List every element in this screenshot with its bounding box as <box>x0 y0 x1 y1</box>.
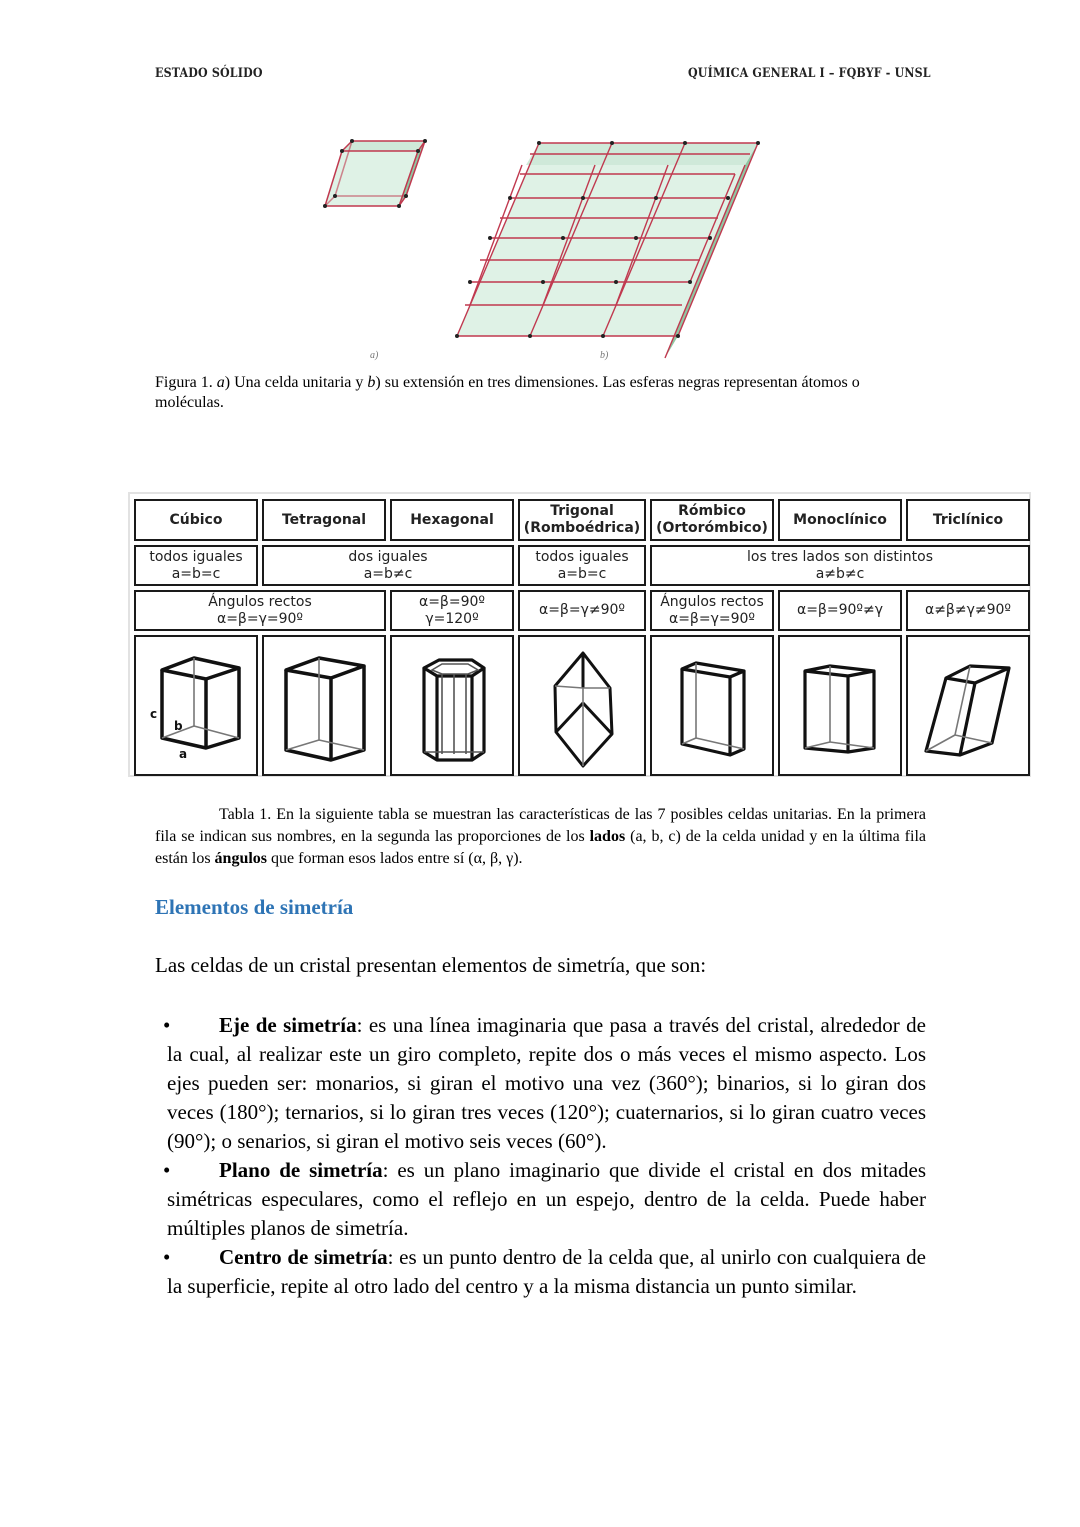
shape-cell <box>518 635 646 776</box>
monoclinic-cell-icon <box>780 638 900 773</box>
header-triclinic: Triclínico <box>906 499 1030 541</box>
sides-cell: dos iguales a=b≠c <box>262 545 514 586</box>
shape-cell <box>906 635 1030 776</box>
lattice-extension <box>455 141 760 358</box>
header-trigonal: Trigonal (Romboédrica) <box>518 499 646 541</box>
shape-cell <box>778 635 902 776</box>
sides-cell: todos iguales a=b=c <box>134 545 258 586</box>
angles-cell: α=β=γ≠90º <box>518 590 646 631</box>
angles-cell: Ángulos rectos α=β=γ=90º <box>134 590 386 631</box>
caption-italic-a: a <box>216 374 225 391</box>
angles-cell: α=β=90º γ=120º <box>390 590 514 631</box>
caption-text: Tabla 1. En la siguiente tabla se muestran las características de las 7 posibles celdas unitarias. En la primera fila se indican sus nombres, en la segunda las proporciones de los <box>155 806 926 845</box>
figure-caption <box>155 373 915 413</box>
header-orthorhombic: Rómbico (Ortorómbico) <box>650 499 774 541</box>
axis-label-c: c <box>150 707 158 721</box>
definition-text: : es un plano imaginario que divide el cristal en dos mitades simétricas especulares, como el reflejo en un espejo, dentro de la celda. Puede haber múltiples planos de simetría. <box>167 1158 927 1240</box>
caption-text: ) su extensión en tres dimensiones. Las esferas negras representan átomos o moléculas. <box>155 374 860 411</box>
shape-cell <box>390 635 514 776</box>
trigonal-cell-icon <box>520 638 644 773</box>
symmetry-elements-list <box>155 1011 926 1301</box>
table-row-angles <box>134 590 1030 631</box>
cubic-cell-icon <box>136 638 256 773</box>
figure-unit-cell-lattice <box>310 130 770 370</box>
term-plane: Plano de simetría <box>219 1158 383 1182</box>
angles-cell: Ángulos rectos α=β=γ=90º <box>650 590 774 631</box>
term-axis: Eje de simetría <box>219 1013 357 1037</box>
bullet-icon: • <box>163 1245 171 1269</box>
single-unit-cell <box>323 139 427 208</box>
sides-cell: los tres lados son distintos a≠b≠c <box>650 545 1030 586</box>
list-item <box>155 1156 926 1243</box>
header-cubic: Cúbico <box>134 499 258 541</box>
header-monoclinic: Monoclínico <box>778 499 902 541</box>
angles-cell: α≠β≠γ≠90º <box>906 590 1030 631</box>
definition-text: : es una línea imaginaria que pasa a través del cristal, alrededor de la cual, al realizar este un giro completo, repite dos o más veces el mismo aspecto. Los ejes pueden ser: monarios, si giran el motivo una vez (360°); binarios, si lo giran dos veces (180°); ternarios, si lo giran tres veces (120°); cuaternarios, si lo giran cuatro veces (90°); o senarios, si giran el motivo seis veces (60°). <box>167 1013 927 1153</box>
caption-text: (a, b, c) de la celda unidad y en la última fila están los <box>155 828 926 867</box>
caption-prefix: Figura 1. <box>155 374 217 391</box>
table-row-sides <box>134 545 1030 586</box>
sides-cell: todos iguales a=b=c <box>518 545 646 586</box>
unit-cell-lattice-illustration <box>310 130 770 370</box>
tetragonal-cell-icon <box>264 638 384 773</box>
section-intro: Las celdas de un cristal presentan elementos de simetría, que son: <box>155 953 707 977</box>
list-item <box>155 1011 926 1156</box>
caption-bold-angulos: ángulos <box>214 850 268 867</box>
running-header-left: ESTADO SÓLIDO <box>155 66 263 81</box>
term-center: Centro de simetría <box>219 1245 388 1269</box>
triclinic-cell-icon <box>908 638 1028 773</box>
figure-label-b: b) <box>600 350 609 361</box>
axis-label-a: a <box>179 747 188 761</box>
figure-label-a: a) <box>370 350 379 361</box>
caption-bold-lados: lados <box>589 828 626 845</box>
bullet-icon: • <box>163 1013 171 1037</box>
axis-label-b: b <box>174 719 183 733</box>
list-item <box>155 1243 926 1301</box>
hexagonal-cell-icon <box>392 638 512 773</box>
shape-cell <box>262 635 386 776</box>
orthorhombic-cell-icon <box>652 638 772 773</box>
shape-cell <box>650 635 774 776</box>
header-hexagonal: Hexagonal <box>390 499 514 541</box>
table-caption <box>155 804 926 870</box>
caption-text: ) Una celda unitaria y <box>224 374 368 391</box>
bullet-icon: • <box>163 1158 171 1182</box>
running-header-right: QUÍMICA GENERAL I – FQBYF - UNSL <box>688 66 931 81</box>
caption-italic-b: b <box>367 374 376 391</box>
table-row-shapes <box>134 635 1030 776</box>
shape-cell <box>134 635 258 776</box>
caption-text: que forman esos lados entre sí (α, β, γ). <box>267 850 523 867</box>
table-header-row <box>134 499 1030 541</box>
definition-text: : es un punto dentro de la celda que, al unirlo con cualquiera de la superficie, repite al otro lado del centro y a la misma distancia un punto similar. <box>167 1245 926 1298</box>
section-heading: Elementos de simetría <box>155 895 354 919</box>
header-tetragonal: Tetragonal <box>262 499 386 541</box>
angles-cell: α=β=90º≠γ <box>778 590 902 631</box>
crystal-systems-table <box>128 492 1031 777</box>
